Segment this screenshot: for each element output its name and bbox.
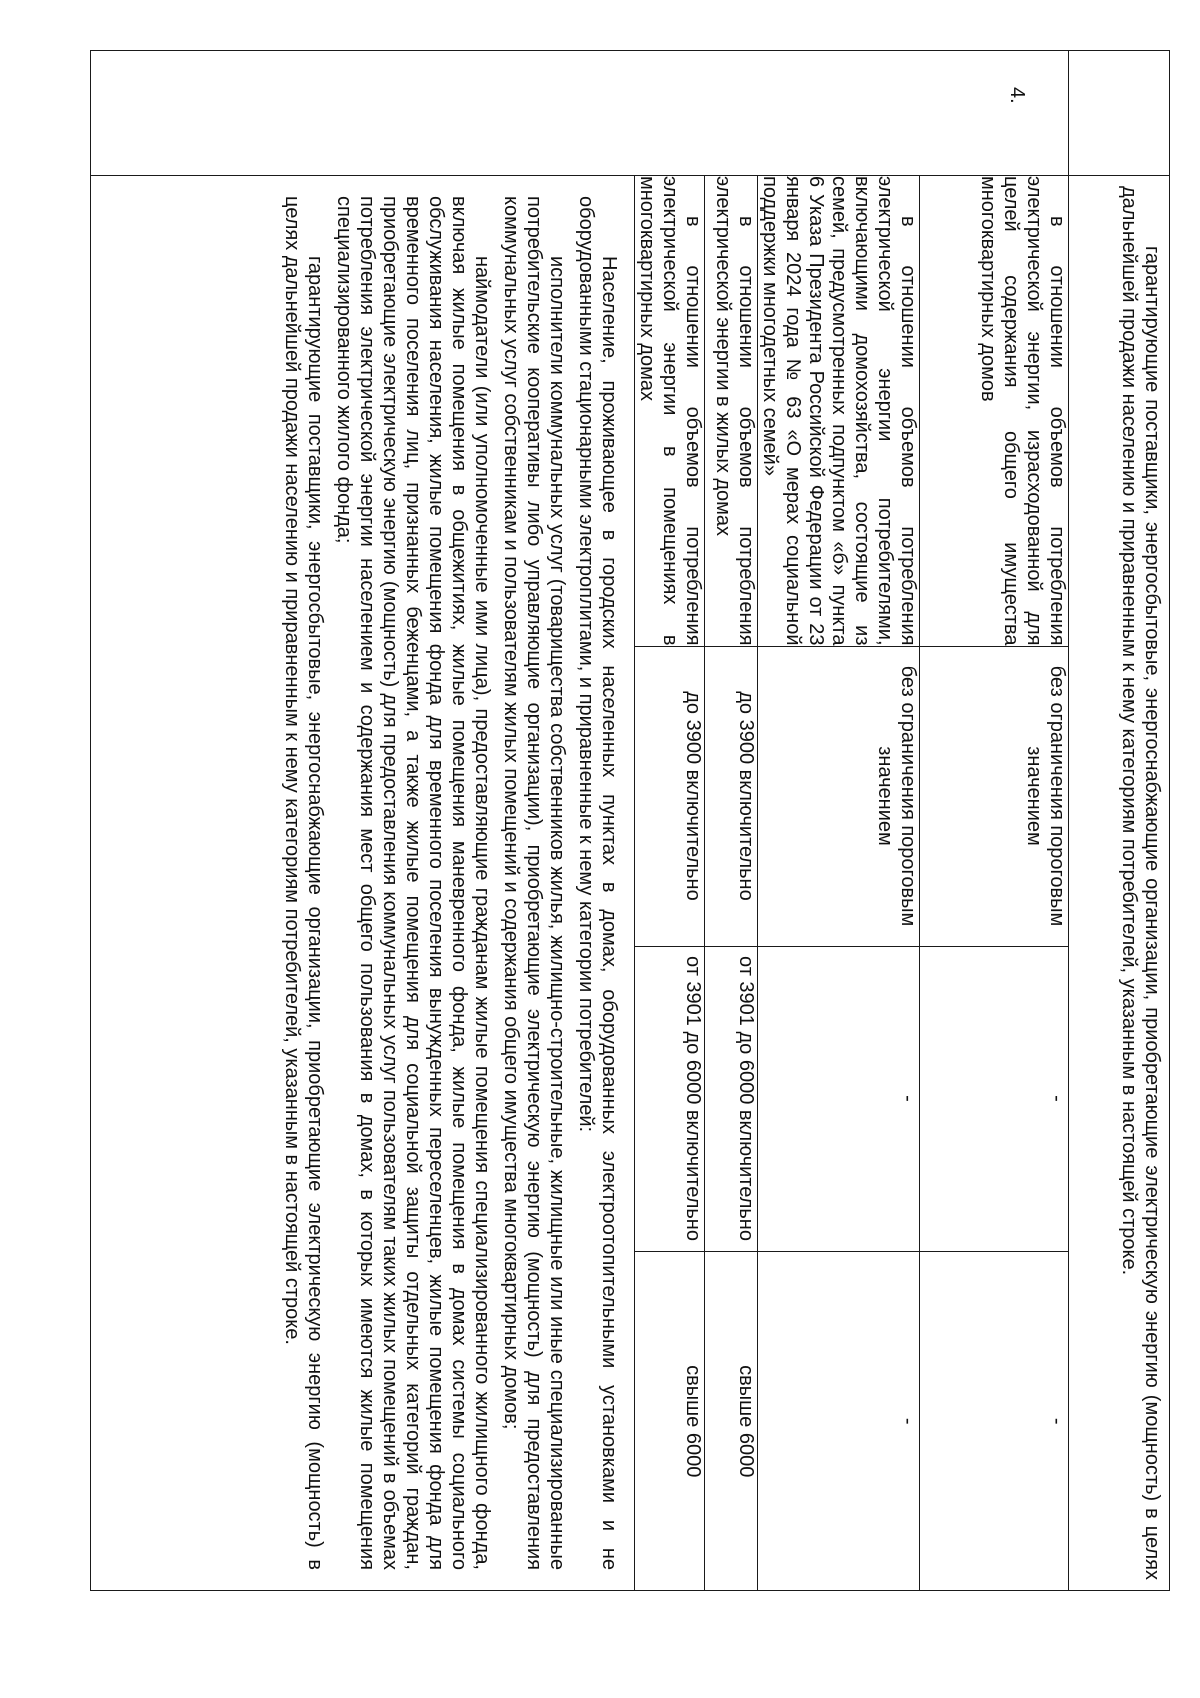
high-value: свыше 6000 (705, 1251, 758, 1591)
high-value: - (920, 1251, 1069, 1591)
row-number-cell-empty (1069, 51, 1170, 176)
threshold-value: до 3900 включительно (705, 646, 758, 946)
table-row (758, 176, 920, 1591)
row-label: в отношении объемов потребления электрической энергии, израсходованной для целей содержания общего имущества многоквартирных домов (920, 176, 1069, 646)
mid-value: - (920, 946, 1069, 1251)
intro-cell (1069, 176, 1170, 1591)
paragraph-population: Население, проживающее в городских населенных пунктах в домах, оборудованных электроотопительными установками и не оборудованными стационарными электроплитами, и приравненные к нему категории потребителей: (575, 196, 620, 1570)
high-value: свыше 6000 (635, 1251, 705, 1591)
threshold-value: без ограничения пороговым значением (920, 646, 1069, 946)
rotated-document-page (90, 50, 1170, 1590)
intro-text: гарантирующие поставщики, энергосбытовые, энергоснабжающие организации, приобретающие электрическую энергию (мощность) в целях дальнейшей продажи населению и приравненным к нему категориям потребителей, указанным в настоящей строке. (1118, 186, 1163, 1580)
row-label: в отношении объемов потребления электрической энергии в жилых домах (705, 176, 758, 646)
table-row (635, 176, 705, 1591)
mid-value: - (758, 946, 920, 1251)
threshold-value: без ограничения пороговым значением (758, 646, 920, 946)
mid-value: от 3901 до 6000 включительно (635, 946, 705, 1251)
table-row (705, 176, 758, 1591)
paragraph-landlords: наймодатели (или уполномоченные ими лица), предоставляющие гражданам жилые помещения специализированного жилищного фонда, включая жилые помещения в общежитиях, жилые помещения маневренного фонда, жилые помещения в домах системы социального обслуживания населения, жилые помещения фонда для временного поселения вынужденных переселенцев, жилые помещения фонда для временного поселения лиц, признанных беженцами, а также жилые помещения для социальной защиты отдельных категорий граждан, приобретающие электрическую энергию (мощность) для предоставления коммунальных услуг пользователям таких жилых помещений в объемах потребления электрической энергии населением и содержания мест общего пользования в домах, в которых имеются жилые помещения специализированного жилого фонда; (333, 196, 493, 1570)
category-description (272, 176, 634, 1590)
mid-value: от 3901 до 6000 включительно (705, 946, 758, 1251)
tariff-table (90, 50, 1170, 1591)
row-label: в отношении объемов потребления электрической энергии в помещениях в многоквартирных домах (636, 176, 704, 646)
paragraph-service-providers: исполнители коммунальных услуг (товарищества собственников жилья, жилищно-строительные, жилищные или иные специализированные потребительские кооперативы либо управляющие организации), приобретающие электрическую энергию (мощность) для предоставления коммунальных услуг собственникам и пользователям жилых помещений и содержания общего имущества многоквартирных домов; (500, 196, 568, 1570)
paragraph-suppliers: гарантирующие поставщики, энергосбытовые, энергоснабжающие организации, приобретающие электрическую энергию (мощность) в целях дальнейшей продажи населению и приравненным к нему категориям потребителей, указанным в настоящей строке. (281, 196, 326, 1570)
consumption-table (634, 176, 1068, 1591)
high-value: - (758, 1251, 920, 1591)
threshold-value: до 3900 включительно (635, 646, 705, 946)
row-number-cell (91, 51, 1069, 176)
row-label: в отношении объемов потребления электрической энергии потребителями, включающими домохозяйства, состоящие из семей, предусмотренных подпунктом «б» пункта 6 Указа Президента Российской Федерации от 23 января 2024 года № 63 «О мерах социальной поддержки многодетных семей» (759, 176, 919, 646)
row-number: 4. (1006, 87, 1028, 104)
content-cell (91, 176, 1069, 1591)
table-row (920, 176, 1069, 1591)
